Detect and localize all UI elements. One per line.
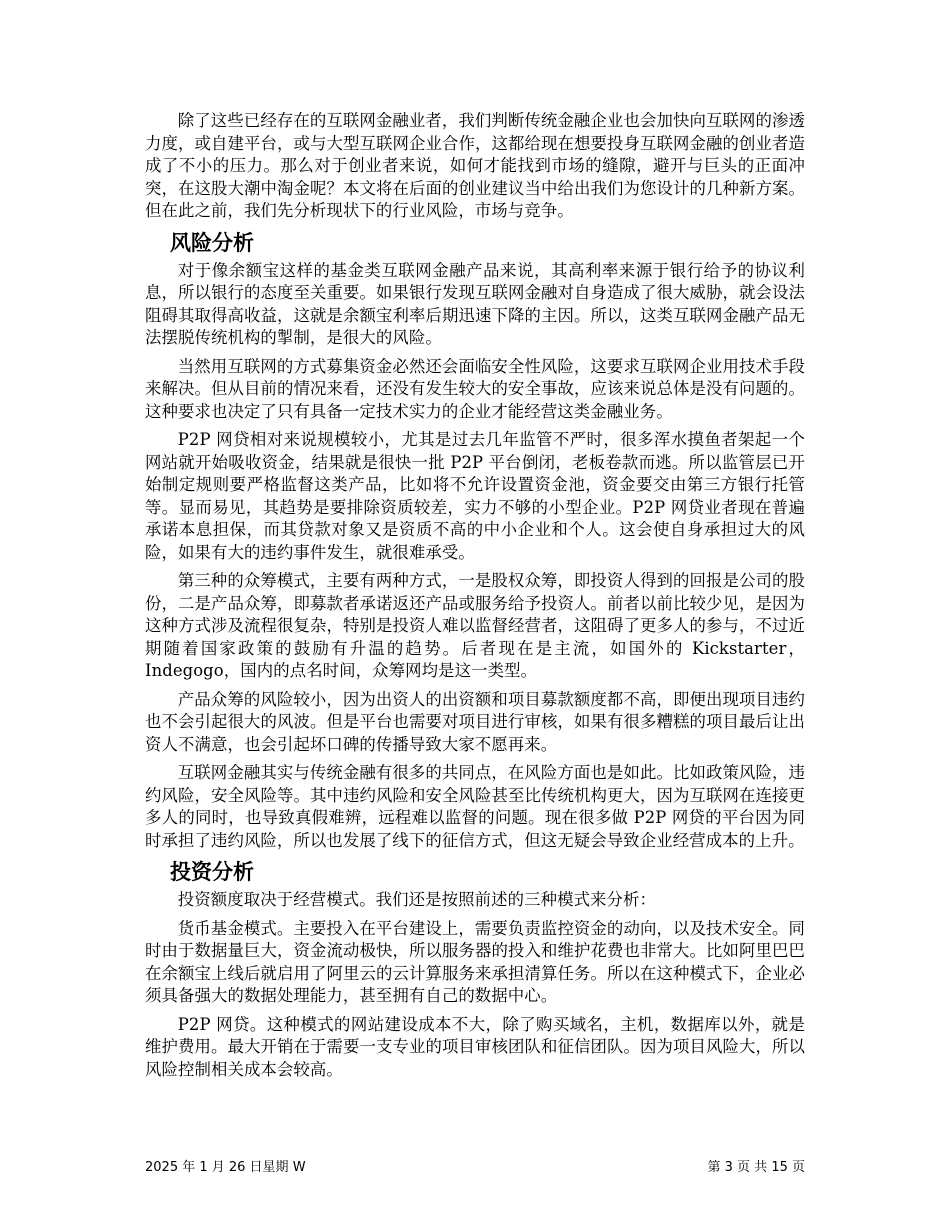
- paragraph-risk-product-crowdfunding: 产品众筹的风险较小，因为出资人的出资额和项目募款额度都不高，即便出现项目违约也不会引起很大的风波。但是平台也需要对项目进行审核，如果有很多糟糕的项目最后让出资人不满意，也会引起坏口碑的传播导致大家不愿再来。: [145, 689, 805, 754]
- paragraph-risk-security: 当然用互联网的方式募集资金必然还会面临安全性风险，这要求互联网企业用技术手段来解决。但从目前的情况来看，还没有发生较大的安全事故，应该来说总体是没有问题的。这种要求也决定了只有具备一定技术实力的企业才能经营这类金融业务。: [145, 356, 805, 421]
- paragraph-investment-p2p: P2P 网贷。这种模式的网站建设成本不大，除了购买域名，主机，数据库以外，就是维护费用。最大开销在于需要一支专业的项目审核团队和征信团队。因为项目风险大，所以风险控制相关成本会较高。: [145, 1014, 805, 1079]
- paragraph-risk-summary: 互联网金融其实与传统金融有很多的共同点，在风险方面也是如此。比如政策风险，违约风险，安全风险等。其中违约风险和安全风险甚至比传统机构更大，因为互联网在连接更多人的同时，也导致真假难辨，远程难以监督的问题。现在很多做 P2P 网贷的平台因为同时承担了违约风险，所以也发展了线下的征信方式，但这无疑会导致企业经营成本的上升。: [145, 763, 805, 850]
- paragraph-risk-crowdfunding: 第三种的众筹模式，主要有两种方式，一是股权众筹，即投资人得到的回报是公司的股份，二是产品众筹，即募款者承诺返还产品或服务给予投资人。前者以前比较少见，是因为这种方式涉及流程很复杂，特别是投资人难以监督经营者，这阻碍了更多人的参与，不过近期随着国家政策的鼓励有升温的趋势。后者现在是主流，如国外的 Kickstarter，Indegogo，国内的点名时间，众筹网均是这一类型。: [145, 571, 805, 680]
- paragraph-investment-fund: 货币基金模式。主要投入在平台建设上，需要负责监控资金的动向，以及技术安全。同时由于数据量巨大，资金流动极快，所以服务器的投入和维护花费也非常大。比如阿里巴巴在余额宝上线后就启用了阿里云的云计算服务来承担清算任务。所以在这种模式下，企业必须具备强大的数据处理能力，甚至拥有自己的数据中心。: [145, 918, 805, 1005]
- heading-investment-analysis: 投资分析: [170, 860, 254, 884]
- document-body: [145, 110, 805, 1087]
- footer-date: 2025 年 1 月 26 日星期 W: [145, 1160, 306, 1175]
- page-footer: [145, 1156, 805, 1175]
- paragraph-risk-fund: 对于像余额宝这样的基金类互联网金融产品来说，其高利率来源于银行给予的协议利息，所以银行的态度至关重要。如果银行发现互联网金融对自身造成了很大威胁，就会设法阻碍其取得高收益，这就是余额宝利率后期迅速下降的主因。所以，这类互联网金融产品无法摆脱传统机构的掣制，是很大的风险。: [145, 260, 805, 347]
- footer-page-number: 第 3 页 共 15 页: [707, 1160, 805, 1175]
- paragraph-risk-p2p: P2P 网贷相对来说规模较小，尤其是过去几年监管不严时，很多浑水摸鱼者架起一个网站就开始吸收资金，结果就是很快一批 P2P 平台倒闭，老板卷款而逃。所以监管层已开始制定规则要严格监督这类产品，比如将不允许设置资金池，资金要交由第三方银行托管等。显而易见，其趋势是要排除资质较差，实力不够的小型企业。P2P 网贷业者现在普遍承诺本息担保，而其贷款对象又是资质不高的中小企业和个人。这会使自身承担过大的风险，如果有大的违约事件发生，就很难承受。: [145, 430, 805, 562]
- paragraph-intro: 除了这些已经存在的互联网金融业者，我们判断传统金融企业也会加快向互联网的渗透力度，或自建平台，或与大型互联网企业合作，这都给现在想要投身互联网金融的创业者造成了不小的压力。那么对于创业者来说，如何才能找到市场的缝隙，避开与巨头的正面冲突，在这股大潮中淘金呢？本文将在后面的创业建议当中给出我们为您设计的几种新方案。但在此之前，我们先分析现状下的行业风险，市场与竞争。: [145, 111, 805, 220]
- paragraph-investment-intro: 投资额度取决于经营模式。我们还是按照前述的三种模式来分析：: [177, 890, 657, 909]
- heading-risk-analysis: 风险分析: [170, 230, 254, 255]
